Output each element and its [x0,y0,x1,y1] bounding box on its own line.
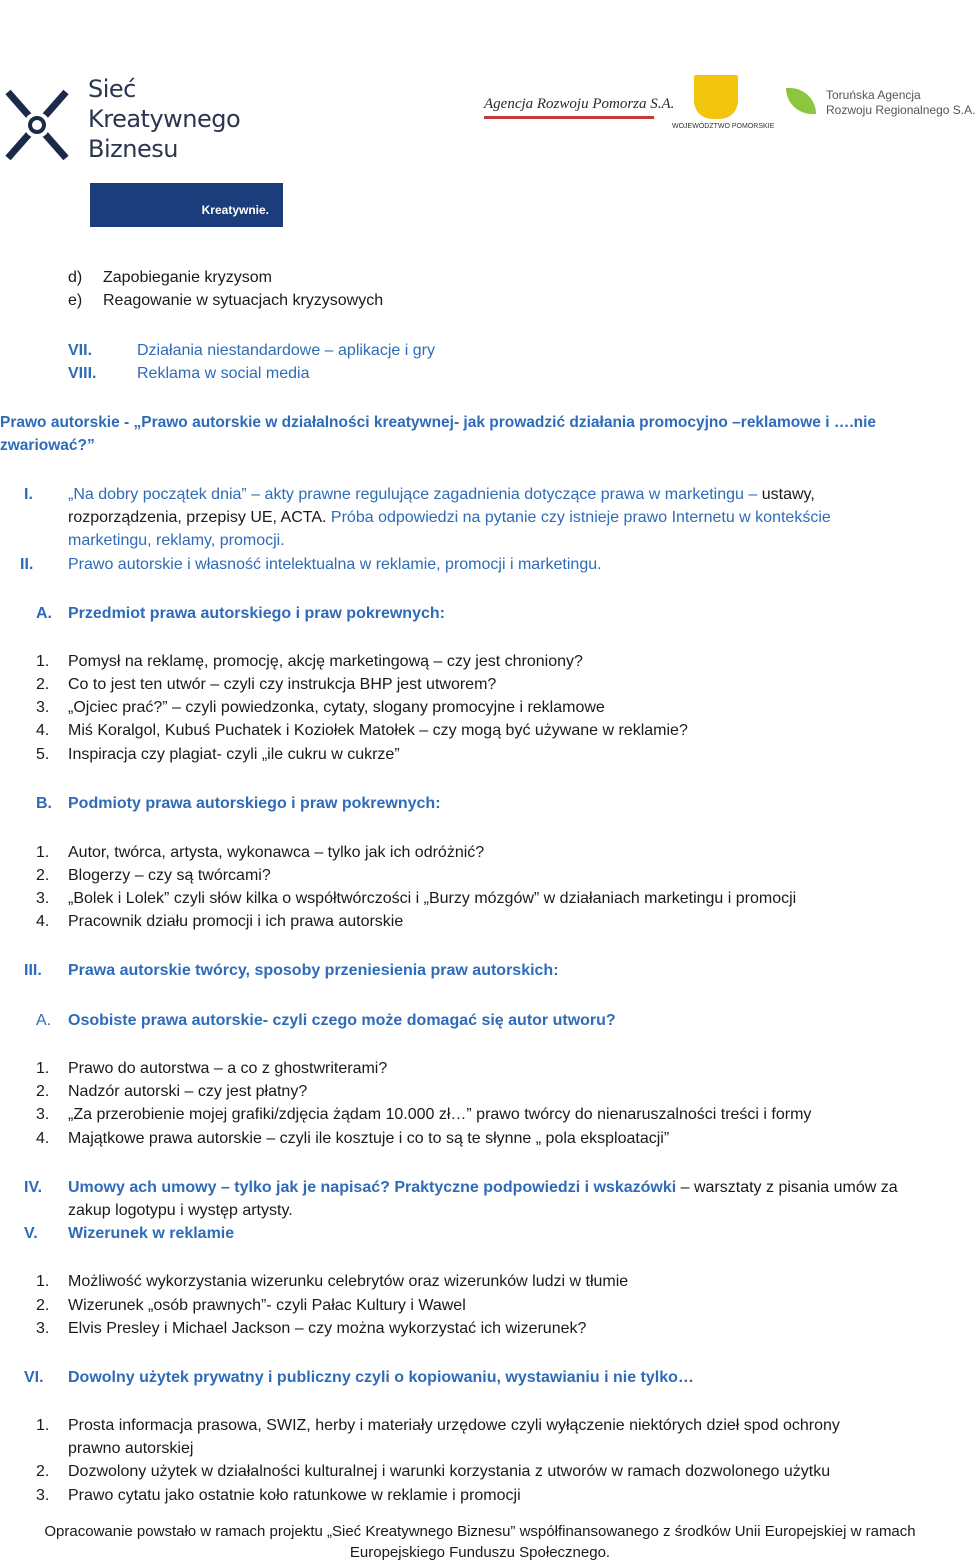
logo-line-1: Sieć [88,75,136,103]
list-item: Pomysł na reklamę, promocję, akcję marketingową – czy jest chroniony? [68,653,583,670]
roman-marker: V. [24,1225,38,1242]
roman-marker: I. [24,486,33,503]
logo-line-3: Biznesu [88,135,178,163]
section-heading: Dowolny użytek prywatny i publiczny czyli o kopiowaniu, wystawianiu i nie tylko… [68,1369,694,1386]
arp-logo: Agencja Rozwoju Pomorza S.A. [484,96,674,113]
letter-marker: A. [36,1012,52,1029]
list-number: 3. [36,1320,50,1337]
list-marker: d) [68,269,83,286]
document-title: Prawo autorskie - „Prawo autorskie w działalności kreatywnej- jak prowadzić działania promocyjno –reklamowe i ….nie [0,414,877,431]
list-number: 1. [36,1417,50,1434]
list-item: Zapobieganie kryzysom [103,269,272,286]
roman-marker: VII. [68,342,93,359]
document-title-cont: zwariować?” [0,437,95,454]
list-number: 4. [36,913,50,930]
section-heading: Prawa autorskie twórcy, sposoby przeniesienia praw autorskich: [68,962,559,979]
list-item: Możliwość wykorzystania wizerunku celebrytów oraz wizerunków ludzi w tłumie [68,1273,629,1290]
list-item: „Za przerobienie mojej grafiki/zdjęcia żądam 10.000 zł…” prawo twórcy do nienaruszalności treści i formy [68,1106,812,1123]
list-item: „Ojciec prać?” – czyli powiedzonka, cytaty, slogany promocyjne i reklamowe [68,699,605,716]
arp-underline [484,116,654,119]
subsection-heading: Przedmiot prawa autorskiego i praw pokrewnych: [68,605,445,622]
leaf-icon [786,88,816,114]
section-text: „Na dobry początek dnia” – akty prawne regulujące zagadnienia dotyczące prawa w marketingu – ustawy, [68,486,815,503]
list-item-cont: prawno autorskiej [68,1440,194,1457]
footer-line-2: Europejskiego Funduszu Społecznego. [349,1544,611,1561]
list-item: „Bolek i Lolek” czyli słów kilka o współtwórczości i „Burzy mózgów” w działaniach marketingu i promocji [68,890,797,907]
list-item: Inspiracja czy plagiat- czyli „ile cukru w cukrze” [68,746,400,763]
roman-marker: IV. [24,1179,43,1196]
list-number: 1. [36,1060,50,1077]
roman-marker: VI. [24,1369,44,1386]
sieci-logo [0,70,240,170]
letter-marker: B. [36,795,52,812]
list-number: 2. [36,867,50,884]
section-heading: Reklama w social media [137,365,310,382]
list-number: 1. [36,1273,50,1290]
subsection-heading: Podmioty prawa autorskiego i praw pokrewnych: [68,795,441,812]
list-item: Dozwolony użytek w działalności kulturalnej i warunki korzystania z utworów w ramach dozwolonego użytku [68,1463,831,1480]
list-item: Miś Koralgol, Kubuś Puchatek i Koziołek Matołek – czy mogą być używane w reklamie? [68,722,688,739]
list-item: Autor, twórca, artysta, wykonawca – tylko jak ich odróżnić? [68,844,485,861]
list-number: 3. [36,890,50,907]
list-number: 1. [36,844,50,861]
x-mark-icon [0,76,80,176]
list-item: Prosta informacja prasowa, SWIZ, herby i materiały urzędowe czyli wyłączenie niektórych dzieł spod ochrony [68,1417,840,1434]
roman-marker: II. [20,556,34,573]
kreatywnie-badge: Kreatywnie. [90,183,283,227]
section-heading: Działania niestandardowe – aplikacje i gry [137,342,435,359]
list-number: 4. [36,1130,50,1147]
list-number: 2. [36,1463,50,1480]
list-number: 2. [36,1297,50,1314]
letter-marker: A. [36,605,52,622]
roman-marker: VIII. [68,365,97,382]
list-number: 2. [36,1083,50,1100]
section-text: zakup logotypu i występ artysty. [68,1202,293,1219]
list-item: Co to jest ten utwór – czyli czy instrukcja BHP jest utworem? [68,676,497,693]
griffin-shield-icon [694,75,738,119]
list-marker: e) [68,292,83,309]
list-number: 3. [36,699,50,716]
list-number: 5. [36,746,50,763]
section-heading: Umowy ach umowy – tylko jak je napisać? Praktyczne podpowiedzi i wskazówki – warsztaty z pisania umów za [68,1179,898,1196]
list-number: 2. [36,676,50,693]
section-heading: Wizerunek w reklamie [68,1225,235,1242]
section-text: rozporządzenia, przepisy UE, ACTA. Próba odpowiedzi na pytanie czy istnieje prawo Internetu w kontekście [68,509,831,526]
list-item: Blogerzy – czy są twórcami? [68,867,271,884]
section-heading: Prawo autorskie i własność intelektualna w reklamie, promocji i marketingu. [68,556,602,573]
section-text: marketingu, reklamy, promocji. [68,532,285,549]
list-item: Pracownik działu promocji i ich prawa autorskie [68,913,404,930]
list-item: Nadzór autorski – czy jest płatny? [68,1083,308,1100]
list-item: Elvis Presley i Michael Jackson – czy można wykorzystać ich wizerunek? [68,1320,587,1337]
list-number: 4. [36,722,50,739]
list-item: Reagowanie w sytuacjach kryzysowych [103,292,384,309]
list-item: Majątkowe prawa autorskie – czyli ile kosztuje i co to są te słynne „ pola eksploatacji” [68,1130,670,1147]
list-number: 1. [36,653,50,670]
roman-marker: III. [24,962,42,979]
logo-line-2: Kreatywnego [88,105,241,133]
list-item: Wizerunek „osób prawnych”- czyli Pałac Kultury i Wawel [68,1297,466,1314]
pomorskie-logo: WOJEWÓDZTWO POMORSKIE [672,75,764,131]
list-number: 3. [36,1487,50,1504]
subsection-heading: Osobiste prawa autorskie- czyli czego może domagać się autor utworu? [68,1012,616,1029]
footer-line-1: Opracowanie powstało w ramach projektu „Sieć Kreatywnego Biznesu” współfinansowanego z środków Unii Europejskiej w ramach [44,1523,916,1540]
list-number: 3. [36,1106,50,1123]
list-item: Prawo cytatu jako ostatnie koło ratunkowe w reklamie i promocji [68,1487,521,1504]
list-item: Prawo do autorstwa – a co z ghostwriterami? [68,1060,388,1077]
